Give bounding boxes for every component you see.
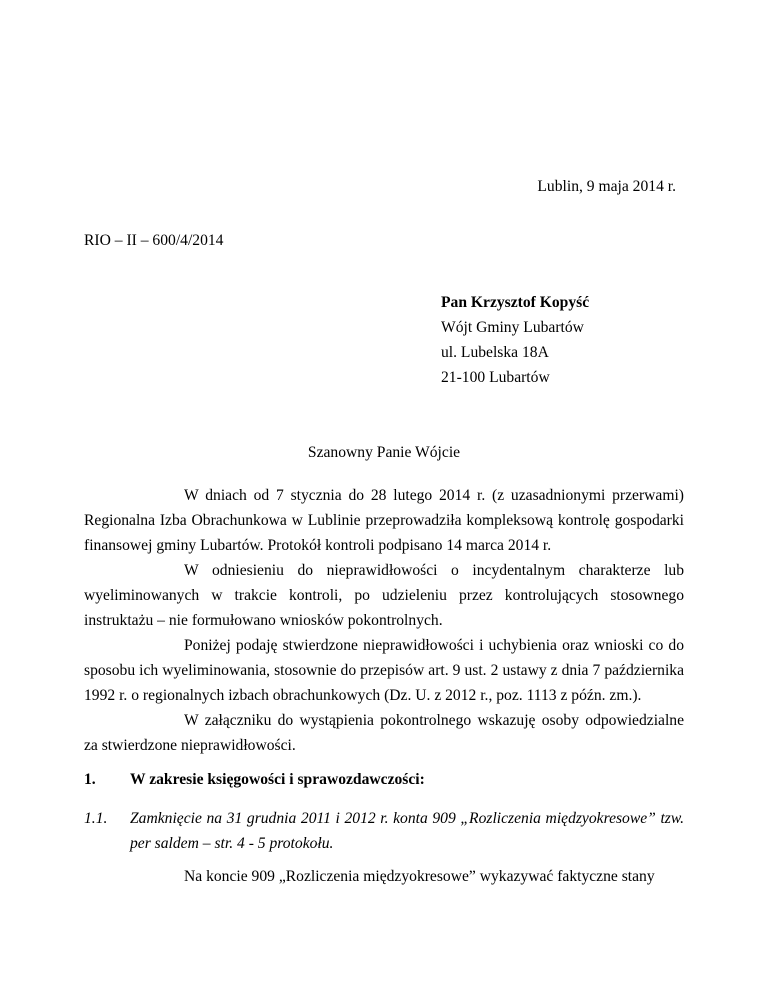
subsection-number: 1.1. (84, 810, 108, 827)
paragraph: Na koncie 909 „Rozliczenia międzyokresowe” wykazywać faktyczne stany (184, 868, 655, 885)
recipient-street: ul. Lubelska 18A (441, 344, 549, 361)
section-number: 1. (84, 771, 96, 788)
recipient-address (441, 290, 589, 390)
subsection-heading (84, 806, 684, 856)
section-title: W zakresie księgowości i sprawozdawczości: (130, 771, 425, 788)
recipient-name: Pan Krzysztof Kopyść (441, 294, 590, 311)
letter-date: Lublin, 9 maja 2014 r. (537, 178, 676, 195)
letter-body (84, 483, 684, 758)
paragraph: W załączniku do wystąpienia pokontrolnego wskazuję osoby odpowiedzialne za stwierdzone nieprawidłowości. (84, 712, 684, 754)
paragraph: Poniżej podaję stwierdzone nieprawidłowości i uchybienia oraz wnioski co do sposobu ich wyeliminowania, stosownie do przepisów art. 9 ust. 2 ustawy z dnia 7 października 1992 r. o regionalnych izbach obrachunkowych (Dz. U. z 2012 r., poz. 1113 z późn. zm.). (84, 637, 684, 704)
paragraph: W dniach od 7 stycznia do 28 lutego 2014 r. (z uzasadnionymi przerwami) Regionalna Izba Obrachunkowa w Lublinie przeprowadziła kompleksową kontrolę gospodarki finansowej gminy Lubartów. Protokół kontroli podpisano 14 marca 2014 r. (84, 487, 684, 554)
recipient-city: 21-100 Lubartów (441, 369, 550, 386)
subsection-title: Zamknięcie na 31 grudnia 2011 i 2012 r. konta 909 „Rozliczenia międzyokresowe” tzw. per saldem – str. 4 - 5 protokołu. (130, 810, 684, 852)
paragraph: W odniesieniu do nieprawidłowości o incydentalnym charakterze lub wyeliminowanych w trakcie kontroli, po udzieleniu przez kontrolujących stosownego instruktażu – nie formułowano wniosków pokontrolnych. (84, 562, 684, 629)
reference-number: RIO – II – 600/4/2014 (84, 232, 224, 249)
salutation: Szanowny Panie Wójcie (307, 444, 461, 461)
recipient-title: Wójt Gminy Lubartów (441, 319, 584, 336)
